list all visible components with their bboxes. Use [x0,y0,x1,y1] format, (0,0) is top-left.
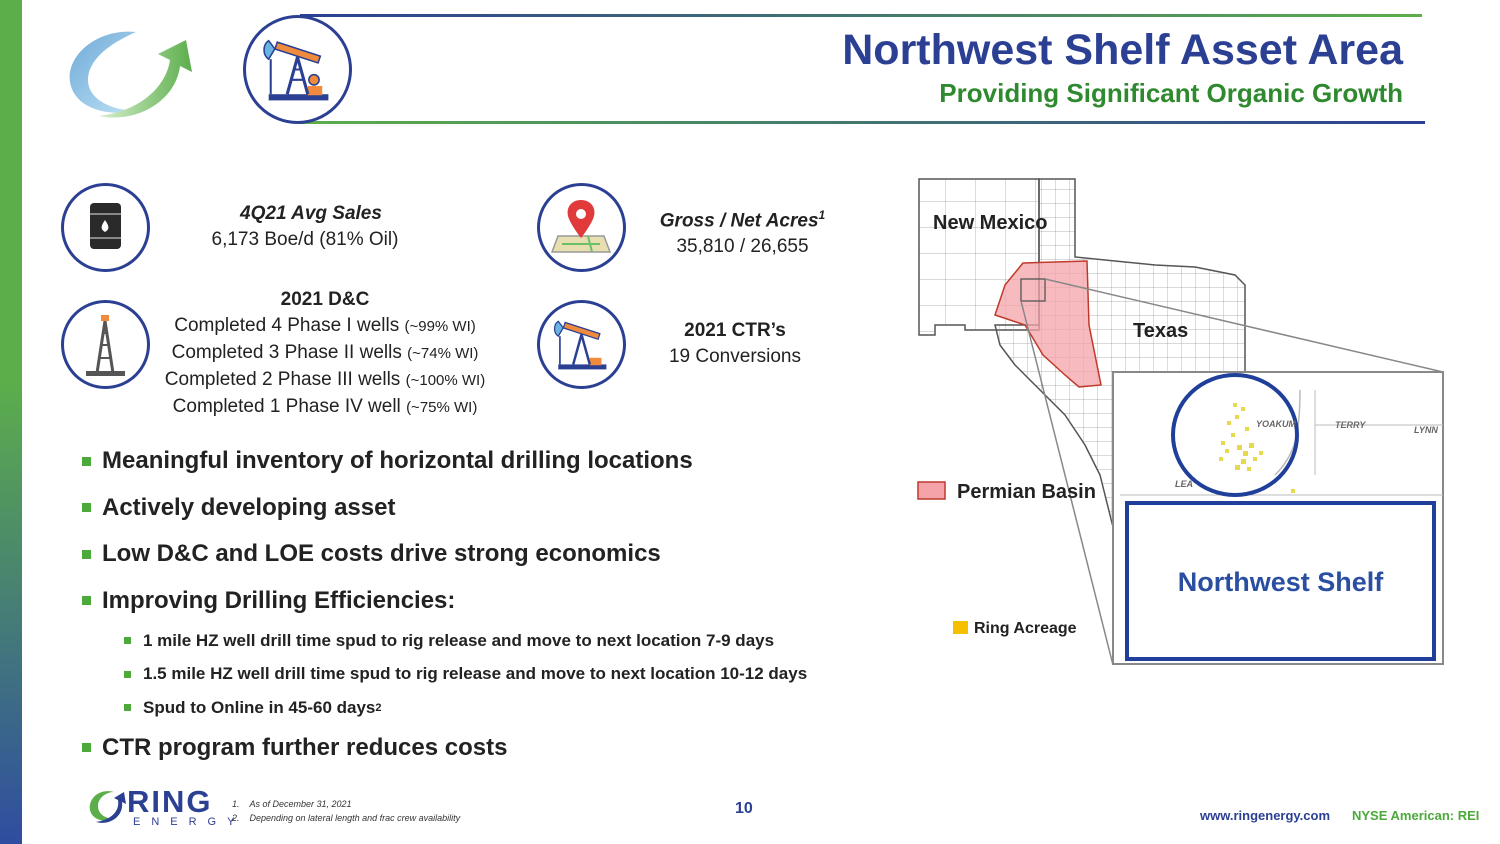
stat-dc [150,287,500,421]
ring-acreage-legend: Ring Acreage [953,620,1077,638]
stat-ctr-heading: 2021 CTR’s [684,320,786,341]
drilling-rig-icon [61,300,150,389]
pumpjack-small-icon [537,300,626,389]
map-pin-icon [537,183,626,272]
stat-sales [185,201,425,253]
stat-dc-line: Completed 4 Phase I wells (~99% WI) [174,315,476,336]
stat-sales-heading: 4Q21 Avg Sales [240,203,382,224]
bullet-item: CTR program further reduces costs [82,725,902,772]
logo-text: RING [127,784,213,819]
stat-dc-line: Completed 2 Phase III wells (~100% WI) [164,369,486,390]
stat-dc-line: Completed 3 Phase II wells (~74% WI) [171,342,479,363]
bullet-item: Low D&C and LOE costs drive strong economics [82,531,902,578]
ring-logo-icon [84,786,128,826]
map-label-terry: TERRY [1335,420,1366,430]
permian-legend-label: Permian Basin [957,481,1096,503]
map-label-lea: LEA [1175,479,1193,489]
stat-ctr-value: 19 Conversions [668,346,802,367]
map-label-yoakum: YOAKUM [1256,419,1296,429]
footnotes [232,797,460,825]
northwest-shelf-callout: Northwest Shelf [1125,501,1436,661]
sub-bullet-item: 1.5 mile HZ well drill time spud to rig release and move to next location 10-12 days [82,658,902,692]
stat-acres-heading: Gross / Net Acres [659,210,819,232]
map-label-lynn: LYNN [1414,425,1438,435]
stock-ticker: NYSE American: REI [1352,808,1480,823]
bullet-item: Improving Drilling Efficiencies: [82,578,902,625]
page-number: 10 [735,800,753,817]
ring-acreage-swatch [953,621,968,634]
permian-legend-swatch [918,482,945,499]
stat-sales-value: 6,173 Boe/d (81% Oil) [211,229,399,250]
map-label-new-mexico: New Mexico [933,212,1048,234]
map-label-texas: Texas [1133,320,1189,342]
sub-bullet-item: 1 mile HZ well drill time spud to rig release and move to next location 7-9 days [82,624,902,658]
sub-bullet-item: Spud to Online in 45-60 days 2 [82,691,902,725]
stat-dc-heading: 2021 D&C [280,289,370,310]
page-title: Northwest Shelf Asset Area [842,26,1403,74]
stat-acres [635,202,850,260]
footnote-ref-1: 1 [818,208,826,222]
bullet-item: Actively developing asset [82,485,902,532]
sidebar-color-strip [0,0,22,844]
stat-dc-line: Completed 1 Phase IV well (~75% WI) [172,396,478,417]
page-subtitle: Providing Significant Organic Growth [939,78,1403,108]
bullet-item: Meaningful inventory of horizontal drilling locations [82,438,902,485]
footnote-2: 2. Depending on lateral length and frac crew availability [232,813,461,823]
pumpjack-icon [243,15,352,124]
stat-acres-value: 35,810 / 26,655 [676,236,809,258]
footnote-1: 1. As of December 31, 2021 [232,799,352,809]
oil-barrel-icon [61,183,150,272]
cycle-arrow-logo-icon [58,20,203,130]
stat-ctr [640,318,830,370]
website-link[interactable]: www.ringenergy.com [1200,808,1331,823]
logo-subtext: ENERGY [133,816,246,828]
bullet-list [82,438,902,771]
